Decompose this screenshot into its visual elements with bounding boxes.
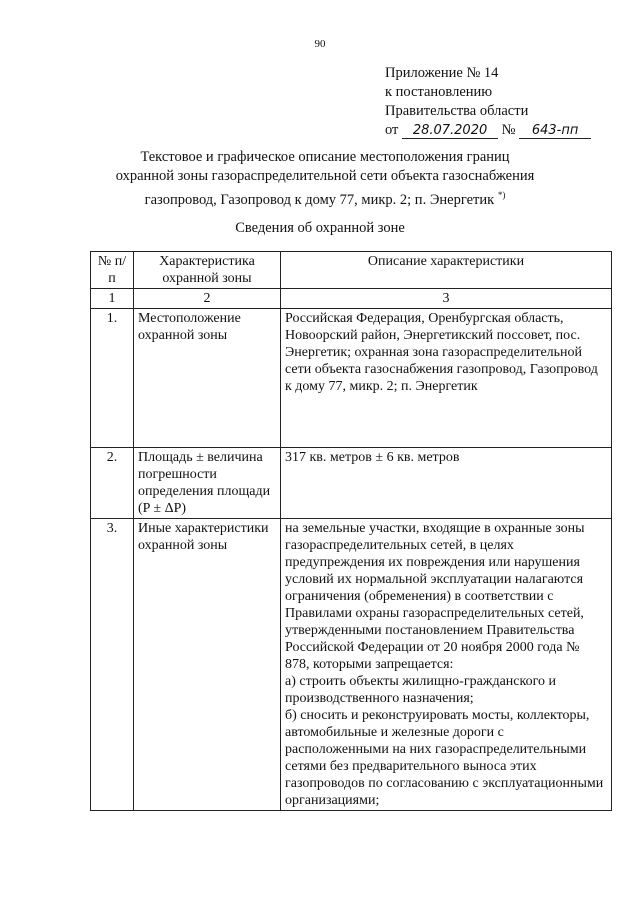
- restriction-item-a: а) строить объекты жилищно-гражданского и производственного назначения;: [285, 674, 556, 706]
- row-number: 1.: [91, 309, 134, 448]
- col-number-3: 3: [281, 289, 612, 309]
- header-description: Описание характеристики: [281, 252, 612, 289]
- appendix-block: [385, 64, 591, 140]
- document-title: [80, 148, 570, 210]
- appendix-date-line: [385, 121, 591, 140]
- title-line-3: [80, 186, 570, 210]
- footnote-mark: *): [497, 190, 506, 200]
- row-description: Российская Федерация, Оренбургская область, Новоорский район, Энергетикский поссовет, пос. Энергетик; охранная зона газораспределительной сети объекта газоснабжения газопровод, Газопровод к дому 77, микр. 2; п. Энергетик: [281, 309, 612, 448]
- restrictions-intro: на земельные участки, входящие в охранные зоны газораспределительных сетей, в целях предупреждения их повреждения или нарушения условий их нормальной эксплуатации налагаются ограничения (обременения) в соответствии с Правилами охраны газораспределительных сетей, утвержденными постановлением Правительства Российской Федерации от 20 ноября 2000 года № 878, которыми запрещается:: [285, 521, 585, 672]
- handwritten-date: 28.07.2020: [402, 123, 498, 139]
- title-line-1: Текстовое и графическое описание местоположения границ: [140, 149, 510, 165]
- restriction-item-b: б) сносить и реконструировать мосты, коллекторы, автомобильные и железные дороги с расположенными на них газораспределительными сетями без предварительного выноса этих газопроводов по согласованию с эксплуатационными организациями;: [285, 708, 604, 808]
- table-row: [91, 448, 612, 519]
- row-description: [281, 519, 612, 811]
- table-row: [91, 309, 612, 448]
- table-numbering-row: [91, 289, 612, 309]
- col-number-1: 1: [91, 289, 134, 309]
- appendix-line-2: к постановлению: [385, 84, 493, 100]
- appendix-line-1: Приложение № 14: [385, 65, 499, 81]
- table-row: [91, 519, 612, 811]
- handwritten-number: 643-пп: [519, 123, 591, 139]
- title-line-2: охранной зоны газораспределительной сети объекта газоснабжения: [115, 168, 535, 184]
- row-description: 317 кв. метров ± 6 кв. метров: [281, 448, 612, 519]
- appendix-from-label: от: [385, 122, 399, 138]
- appendix-line-3: Правительства области: [385, 103, 529, 119]
- appendix-number-label: №: [501, 122, 516, 138]
- col-number-2: 2: [134, 289, 281, 309]
- row-characteristic: Площадь ± величина погрешности определения площади (P ± ΔP): [134, 448, 281, 519]
- row-number: 3.: [91, 519, 134, 811]
- zone-info-table: [90, 251, 612, 811]
- page-number: 90: [314, 38, 326, 50]
- row-characteristic: Местоположение охранной зоны: [134, 309, 281, 448]
- header-number: № п/п: [91, 252, 134, 289]
- header-characteristic: Характеристика охранной зоны: [134, 252, 281, 289]
- title-line-3-text: газопровод, Газопровод к дому 77, микр. 2; п. Энергетик: [144, 191, 495, 208]
- section-subtitle: Сведения об охранной зоне: [235, 220, 405, 236]
- row-characteristic: Иные характеристики охранной зоны: [134, 519, 281, 811]
- table-header-row: [91, 252, 612, 289]
- row-number: 2.: [91, 448, 134, 519]
